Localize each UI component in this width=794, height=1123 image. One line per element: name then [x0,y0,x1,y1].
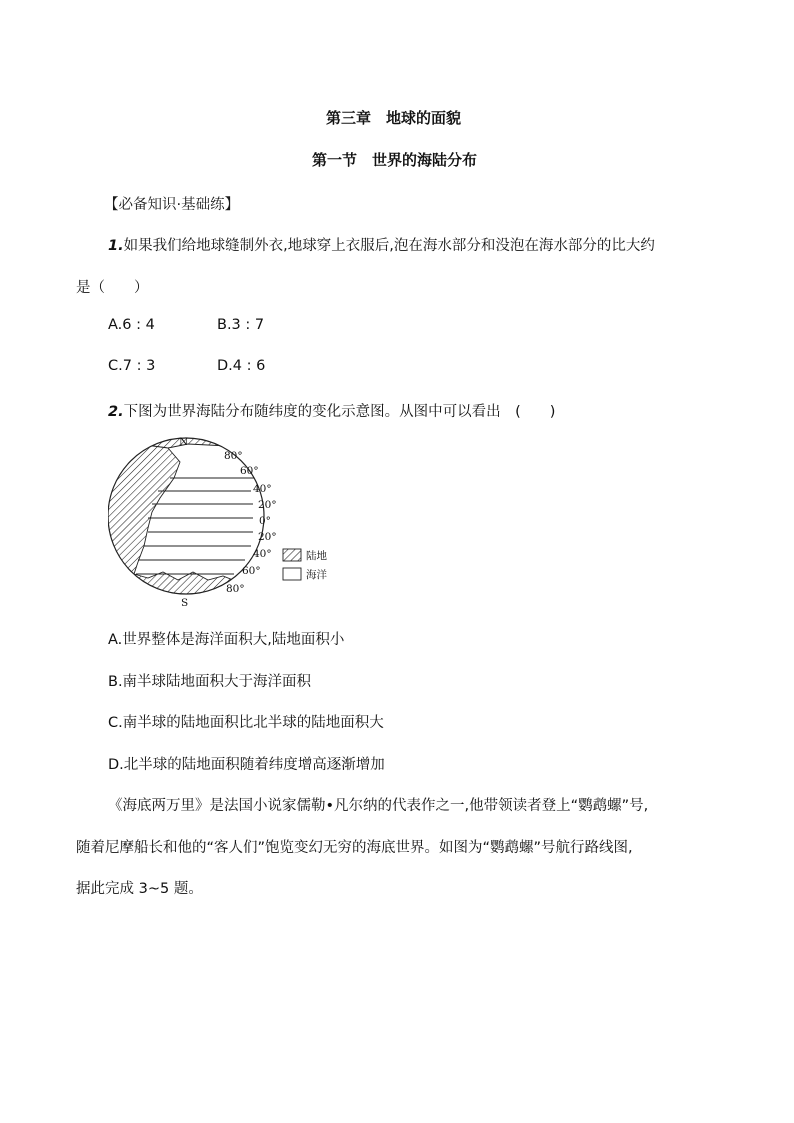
question-1-option-a: A.6 : 4 [108,317,155,333]
latitude-label-80n: 80° [224,450,243,462]
question-2-text: 下图为世界海陆分布随纬度的变化示意图。从图中可以看出 ( ) [123,404,556,420]
question-1-option-d: D.4 : 6 [217,358,266,374]
question-1-text: 如果我们给地球缝制外衣,地球穿上衣服后,泡在海水部分和没泡在海水部分的比大约 [123,238,655,254]
land-ocean-latitude-figure [108,432,370,608]
passage-line-2: 随着尼摩船长和他的“客人们”饱览变幻无穷的海底世界。如图为“鹦鹉螺”号航行路线图, [76,840,633,856]
latitude-label-20n: 20° [258,499,277,511]
latitude-label-40s: 40° [253,548,272,560]
question-2-option-c: C.南半球的陆地面积比北半球的陆地面积大 [108,715,384,731]
exercise-header: 【必备知识·基础练】 [104,197,240,213]
legend-land-label: 陆地 [306,550,327,562]
question-1-number: 1. [108,238,124,254]
question-2-option-b: B.南半球陆地面积大于海洋面积 [108,674,312,690]
question-1-option-b: B.3 : 7 [217,317,265,333]
passage-line-1: 《海底两万里》是法国小说家儒勒•凡尔纳的代表作之一,他带领读者登上“鹦鹉螺”号, [108,798,649,814]
question-2-option-a: A.世界整体是海洋面积大,陆地面积小 [108,632,345,648]
legend-land-swatch [283,549,301,561]
question-1-stem-continued: 是（ ） [76,280,149,296]
legend-ocean-label: 海洋 [306,569,327,581]
latitude-label-80s: 80° [226,583,245,595]
latitude-label-60n: 60° [240,465,259,477]
chapter-title: 第三章 地球的面貌 [326,109,462,127]
latitude-label-40n: 40° [253,483,272,495]
latitude-label-0: 0° [259,515,271,527]
question-2-option-d: D.北半球的陆地面积随着纬度增高逐渐增加 [108,757,385,773]
question-2-number: 2. [108,404,124,420]
latitude-label-20s: 20° [258,531,277,543]
north-pole-label: N [179,436,189,448]
passage-line-3: 据此完成 3~5 题。 [76,881,203,897]
latitude-label-60s: 60° [242,565,261,577]
south-pole-label: S [181,597,189,608]
question-1-stem [108,234,655,255]
question-1-option-c: C.7 : 3 [108,358,156,374]
section-title: 第一节 世界的海陆分布 [312,151,478,169]
question-2-stem [108,400,555,421]
legend-ocean-swatch [283,568,301,580]
